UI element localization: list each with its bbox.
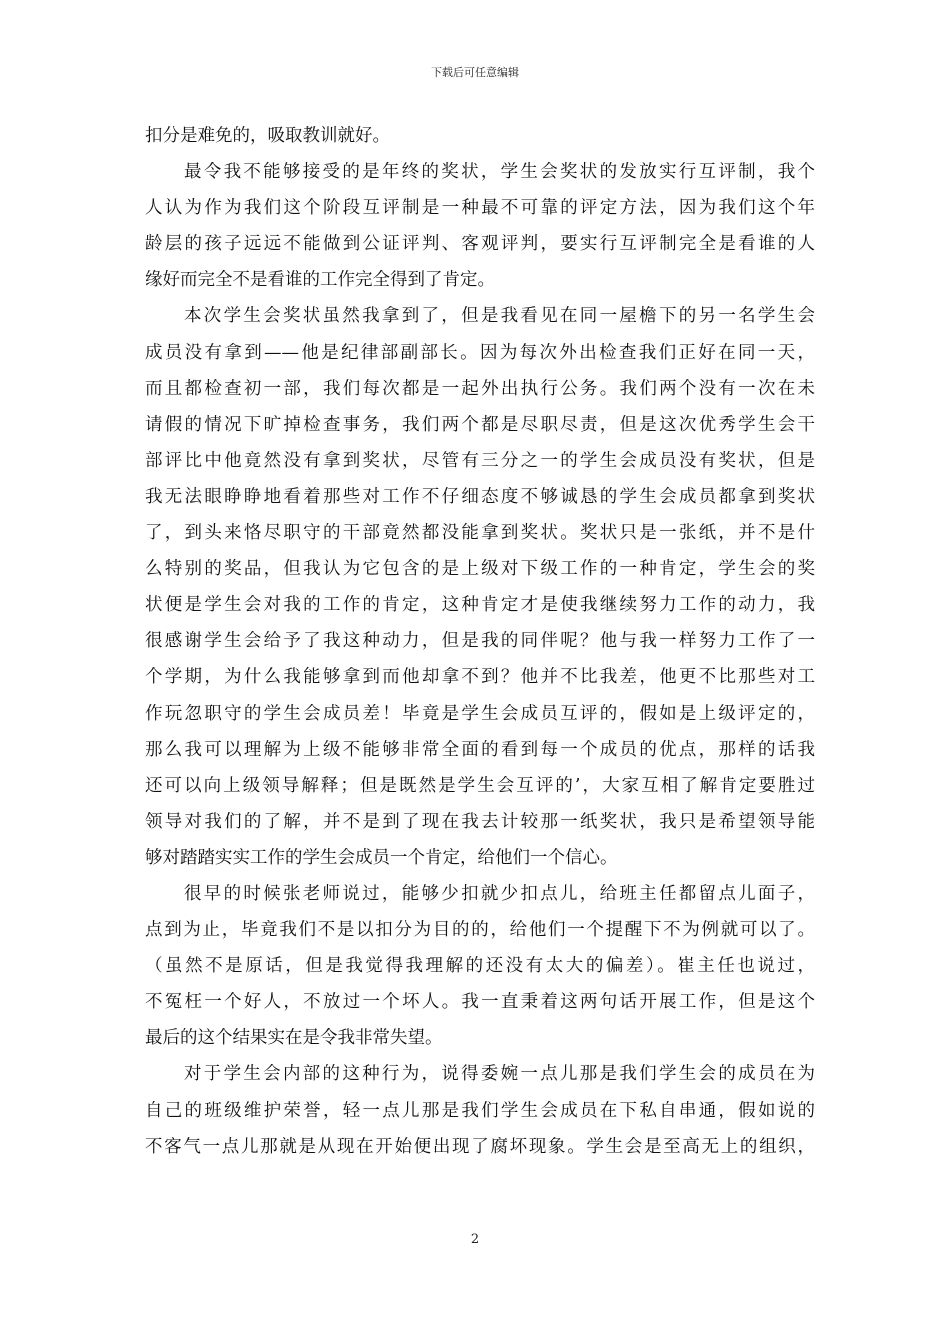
text-line: 不客气一点儿那就是从现在开始便出现了腐坏现象。学生会是至高无上的组织， [145,1136,815,1157]
text-line: 那么我可以理解为上级不能够非常全面的看到每一个成员的优点，那样的话我 [145,739,815,760]
text-line: 么特别的奖品，但我认为它包含的是上级对下级工作的一种肯定，学生会的奖 [145,559,815,580]
text-line: 自己的班级维护荣誉，轻一点儿那是我们学生会成员在下私自串通，假如说的 [145,1100,815,1121]
text-line: 龄层的孩子远远不能做到公证评判、客观评判，要实行互评制完全是看谁的人 [145,234,815,255]
text-line: 成员没有拿到——他是纪律部副部长。因为每次外出检查我们正好在同一天， [145,342,815,363]
paragraph-start-line: 很早的时候张老师说过，能够少扣就少扣点儿，给班主任都留点儿面子， [184,883,815,904]
text-line: 状便是学生会对我的工作的肯定，这种肯定才是使我继续努力工作的动力，我 [145,595,815,616]
text-line: 部评比中他竟然没有拿到奖状，尽管有三分之一的学生会成员没有奖状，但是 [145,450,815,471]
text-line: 个学期，为什么我能够拿到而他却拿不到？他并不比我差，他更不比那些对工 [145,667,815,688]
text-line: 作玩忽职守的学生会成员差！毕竟是学生会成员互评的，假如是上级评定的， [145,703,815,724]
text-line: 点到为止，毕竟我们不是以扣分为目的的，给他们一个提醒下不为例就可以了。 [145,920,815,941]
text-line: 缘好而完全不是看谁的工作完全得到了肯定。 [145,270,495,291]
paragraph-start-line: 本次学生会奖状虽然我拿到了，但是我看见在同一屋檐下的另一名学生会 [184,306,815,327]
page-number: 2 [470,1232,480,1247]
text-line: 人认为作为我们这个阶段互评制是一种最不可靠的评定方法，因为我们这个年 [145,198,815,219]
paragraph-start-line: 对于学生会内部的这种行为，说得委婉一点儿那是我们学生会的成员在为 [184,1064,815,1085]
text-line: 最后的这个结果实在是令我非常失望。 [145,1028,443,1049]
text-line: 还可以向上级领导解释；但是既然是学生会互评的’，大家互相了解肯定要胜过 [145,775,815,796]
text-line: 领导对我们的了解，并不是到了现在我去计较那一纸奖状，我只是希望领导能 [145,811,815,832]
page-header: 下载后可任意编辑 [431,66,519,79]
text-line: 我无法眼睁睁地看着那些对工作不仔细态度不够诚恳的学生会成员都拿到奖状 [145,486,815,507]
text-line: 请假的情况下旷掉检查事务，我们两个都是尽职尽责，但是这次优秀学生会干 [145,414,815,435]
text-line: 够对踏踏实实工作的学生会成员一个肯定，给他们一个信心。 [145,847,618,868]
document-body [145,118,815,1165]
text-line: （虽然不是原话，但是我觉得我理解的还没有太大的偏差）。崔主任也说过， [145,956,815,977]
text-line: 很感谢学生会给予了我这种动力，但是我的同伴呢？他与我一样努力工作了一 [145,631,815,652]
text-line: 了，到头来恪尽职守的干部竟然都没能拿到奖状。奖状只是一张纸，并不是什 [145,523,815,544]
text-line: 不冤枉一个好人，不放过一个坏人。我一直秉着这两句话开展工作，但是这个 [145,992,815,1013]
text-line: 而且都检查初一部，我们每次都是一起外出执行公务。我们两个没有一次在未 [145,378,815,399]
text-line: 扣分是难免的，吸取教训就好。 [145,126,390,146]
paragraph-start-line: 最令我不能够接受的是年终的奖状，学生会奖状的发放实行互评制，我个 [184,162,815,183]
